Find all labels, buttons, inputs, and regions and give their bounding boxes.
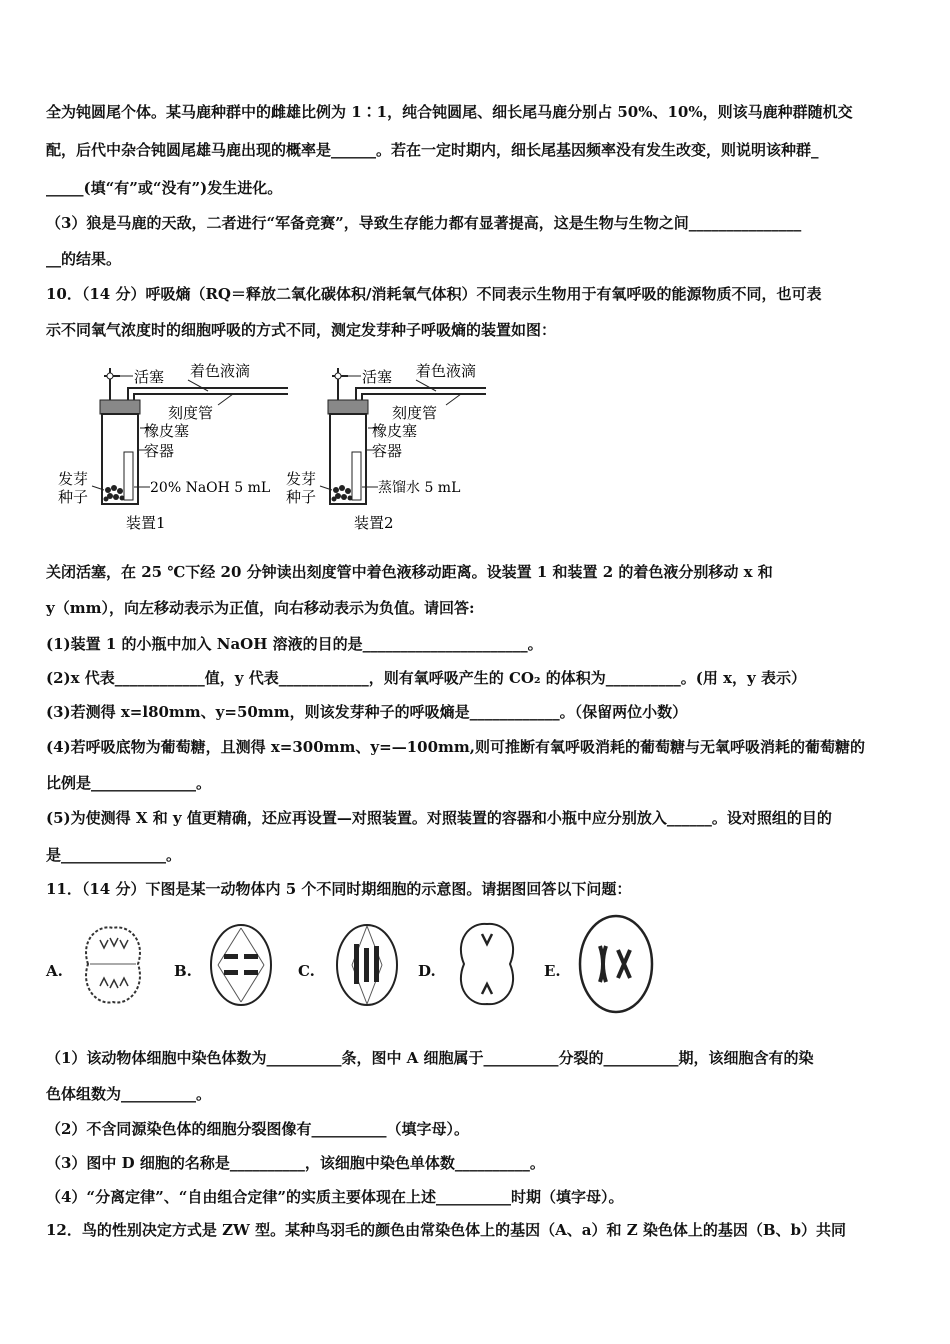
text-line: （1）该动物体细胞中染色体数为__________条，图中 A 细胞属于__________分裂的__________期，该细胞含有的染 — [46, 1049, 814, 1067]
seeds-label: 发芽 — [58, 470, 89, 488]
text-line: (3)若测得 x=l80mm、y=50mm，则该发芽种子的呼吸熵是____________。（保留两位小数） — [46, 703, 688, 721]
text-line: y（mm），向左移动表示为正值，向右移动表示为负值。请回答: — [46, 599, 475, 617]
tube-label: 刻度管 — [392, 404, 438, 422]
cell-division-figure — [40, 912, 680, 1022]
droplet-label: 着色液滴 — [190, 362, 251, 380]
text-line: 全为钝圆尾个体。某马鹿种群中的雌雄比例为 1∶1，纯合钝圆尾、细长尾马鹿分别占 50%、10%，则该马鹿种群随机交 — [46, 103, 853, 121]
text-line: （3）狼是马鹿的天敌，二者进行“军备竞赛”，导致生存能力都有显著提高，这是生物与生物之间_______________ — [46, 214, 802, 232]
device-1-label: 装置1 — [126, 514, 166, 532]
text-line: (5)为使测得 X 和 y 值更精确，还应再设置—对照装置。对照装置的容器和小瓶中应分别放入______。设对照组的目的 — [46, 809, 832, 827]
container-label: 容器 — [372, 442, 403, 460]
question-12: 12．鸟的性别决定方式是 ZW 型。某种鸟羽毛的颜色由常染色体上的基因（A、a）和 Z 染色体上的基因（B、b）共同 — [46, 1221, 847, 1239]
tube-label: 刻度管 — [168, 404, 214, 422]
text-line: 配，后代中杂合钝圆尾雄马鹿出现的概率是______。若在一定时期内，细长尾基因频率没有发生改变，则说明该种群_ — [46, 141, 819, 159]
cell-label-a: A. — [46, 962, 63, 980]
cell-label-c: C. — [298, 962, 315, 980]
device-1 — [58, 362, 288, 532]
text-line: （3）图中 D 细胞的名称是__________，该细胞中染色单体数__________。 — [46, 1154, 545, 1172]
water-label: 蒸馏水 5 mL — [378, 480, 461, 496]
text-line: _____(填“有”或“没有”)发生进化。 — [46, 179, 283, 197]
text-line: __的结果。 — [46, 250, 122, 268]
seeds-label: 种子 — [286, 488, 317, 506]
text-line: (2)x 代表____________值，y 代表____________，则有氧呼吸产生的 CO₂ 的体积为__________。(用 x，y 表示） — [46, 669, 806, 687]
cell-label-b: B. — [174, 962, 192, 980]
text-line: （2）不含同源染色体的细胞分裂图像有__________（填字母）。 — [46, 1120, 469, 1138]
seeds-label: 种子 — [58, 488, 89, 506]
stopper-label: 橡皮塞 — [144, 422, 190, 440]
cell-d-image — [452, 918, 522, 1012]
cell-c-image — [332, 920, 402, 1010]
seeds-label: 发芽 — [286, 470, 317, 488]
text-line: 关闭活塞，在 25 ℃下经 20 分钟读出刻度管中着色液移动距离。设装置 1 和装置 2 的着色液分别移动 x 和 — [46, 563, 773, 581]
cell-label-e: E. — [544, 962, 561, 980]
text-line: （4）“分离定律”、“自由组合定律”的实质主要体现在上述__________时期（填字母）。 — [46, 1188, 624, 1206]
text-line: 是______________。 — [46, 846, 182, 864]
text-line: 比例是______________。 — [46, 774, 212, 792]
text-line: 示不同氧气浓度时的细胞呼吸的方式不同，测定发芽种子呼吸熵的装置如图： — [46, 321, 557, 339]
droplet-label: 着色液滴 — [416, 362, 477, 380]
respiration-apparatus-figure — [58, 360, 498, 535]
device-2-label: 装置2 — [354, 514, 394, 532]
device-2 — [286, 362, 486, 532]
text-line: (4)若呼吸底物为葡萄糖，且测得 x=300mm、y=—100mm,则可推断有氧呼吸消耗的葡萄糖与无氧呼吸消耗的葡萄糖的 — [46, 738, 865, 756]
stopcock-label: 活塞 — [362, 368, 393, 386]
cell-a-image — [78, 920, 148, 1010]
question-10: 10．（14 分）呼吸熵（RQ＝释放二氧化碳体积/消耗氧气体积）不同表示生物用于有氧呼吸的能源物质不同，也可表 — [46, 285, 822, 303]
text-line: (1)装置 1 的小瓶中加入 NaOH 溶液的目的是______________________。 — [46, 635, 543, 653]
question-11: 11．（14 分）下图是某一动物体内 5 个不同时期细胞的示意图。请据图回答以下问题： — [46, 880, 632, 898]
stopper-label: 橡皮塞 — [372, 422, 418, 440]
naoh-label: 20% NaOH 5 mL — [150, 480, 271, 496]
cell-b-image — [206, 920, 276, 1010]
cell-label-d: D. — [418, 962, 436, 980]
cell-e-image — [576, 912, 656, 1018]
stopcock-label: 活塞 — [134, 368, 165, 386]
container-label: 容器 — [144, 442, 175, 460]
text-line: 色体组数为__________。 — [46, 1085, 212, 1103]
